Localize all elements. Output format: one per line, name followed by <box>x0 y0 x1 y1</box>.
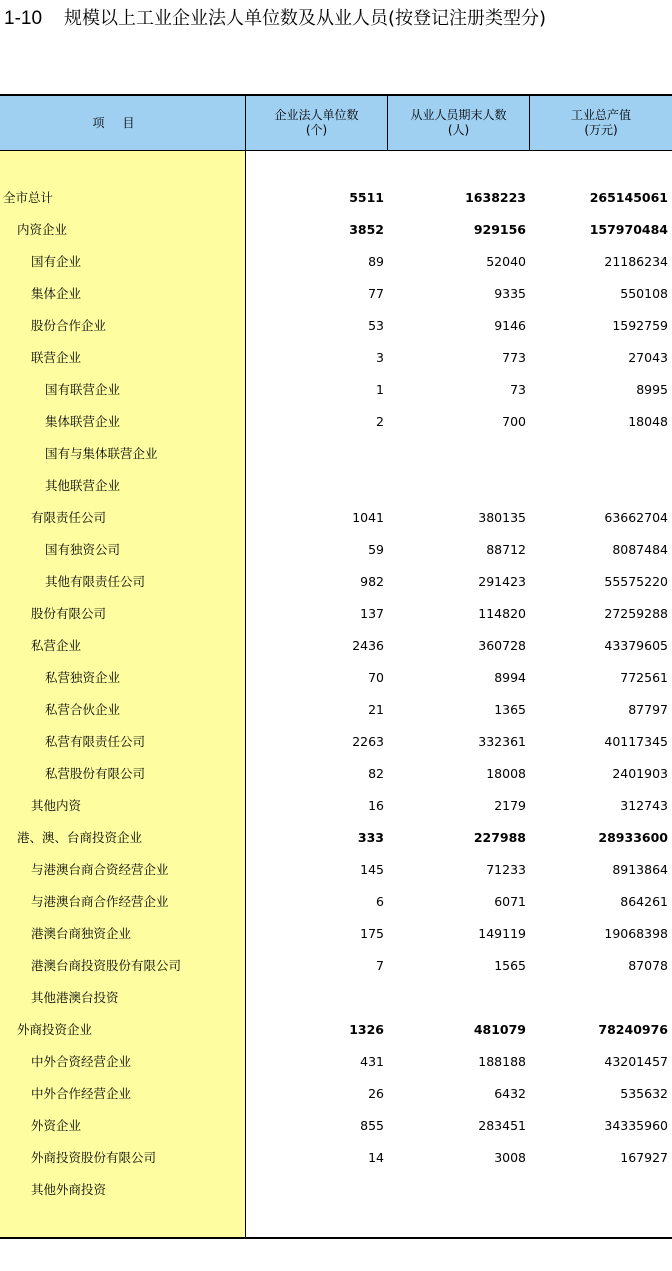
table-number: 1-10 <box>4 8 43 29</box>
units-value: 21 <box>368 702 384 717</box>
row-label: 内资企业 <box>17 222 68 237</box>
employees-value: 6071 <box>494 894 526 909</box>
employees-value: 88712 <box>486 542 526 557</box>
units-value: 333 <box>357 830 384 845</box>
employees-value: 929156 <box>473 222 526 237</box>
employees-value: 52040 <box>486 254 526 269</box>
header-units <box>246 96 387 150</box>
row-label: 私营企业 <box>31 638 82 653</box>
output-value: 28933600 <box>598 830 668 845</box>
output-value: 78240976 <box>598 1022 668 1037</box>
output-value: 55575220 <box>604 574 668 589</box>
employees-value: 700 <box>502 414 526 429</box>
row-label: 其他联营企业 <box>45 478 121 493</box>
employees-value <box>388 438 526 470</box>
units-value: 982 <box>360 574 384 589</box>
employees-value: 1638223 <box>465 190 526 205</box>
table-row <box>0 918 672 950</box>
employees-value: 6432 <box>494 1086 526 1101</box>
header-item-label: 项目 <box>92 115 153 130</box>
units-value: 53 <box>368 318 384 333</box>
row-label: 港、澳、台商投资企业 <box>17 830 143 845</box>
row-label: 集体企业 <box>31 286 82 301</box>
table-row <box>0 342 672 374</box>
output-value: 167927 <box>620 1150 668 1165</box>
output-value: 18048 <box>628 414 668 429</box>
table-body <box>0 182 672 1206</box>
table-row <box>0 214 672 246</box>
header-output-label: 工业总产值 <box>570 108 631 122</box>
header-employees-unit: (人) <box>447 123 470 137</box>
employees-value: 380135 <box>478 510 526 525</box>
units-value: 1041 <box>352 510 384 525</box>
employees-value: 9146 <box>494 318 526 333</box>
row-label: 全市总计 <box>3 190 54 205</box>
units-value: 59 <box>368 542 384 557</box>
table-row <box>0 406 672 438</box>
units-value: 89 <box>368 254 384 269</box>
row-label: 其他有限责任公司 <box>45 574 146 589</box>
table-row <box>0 1174 672 1206</box>
output-value: 550108 <box>620 286 668 301</box>
employees-value: 73 <box>510 382 526 397</box>
table-row <box>0 374 672 406</box>
output-value: 8087484 <box>612 542 668 557</box>
units-value: 70 <box>368 670 384 685</box>
table-row <box>0 1014 672 1046</box>
output-value <box>530 982 668 1014</box>
units-value <box>246 982 384 1014</box>
employees-value: 283451 <box>478 1118 526 1133</box>
output-value: 43201457 <box>604 1054 668 1069</box>
header-employees-label: 从业人员期末人数 <box>410 108 507 122</box>
output-value <box>530 470 668 502</box>
table-row <box>0 886 672 918</box>
table-header <box>0 96 672 151</box>
header-output <box>530 96 672 150</box>
table-row <box>0 470 672 502</box>
employees-value: 18008 <box>486 766 526 781</box>
table-title <box>4 6 546 32</box>
table-row <box>0 950 672 982</box>
employees-value: 1365 <box>494 702 526 717</box>
units-value: 1326 <box>349 1022 384 1037</box>
header-item <box>0 96 245 150</box>
table-row <box>0 1046 672 1078</box>
column-divider <box>387 96 388 150</box>
row-label: 中外合作经营企业 <box>31 1086 132 1101</box>
table-row <box>0 566 672 598</box>
header-output-unit: (万元) <box>584 123 618 137</box>
row-label: 股份有限公司 <box>31 606 107 621</box>
employees-value: 9335 <box>494 286 526 301</box>
output-value: 2401903 <box>612 766 668 781</box>
employees-value: 2179 <box>494 798 526 813</box>
row-label: 其他港澳台投资 <box>31 990 119 1005</box>
output-value: 8995 <box>636 382 668 397</box>
row-label: 与港澳台商合资经营企业 <box>31 862 169 877</box>
table-row <box>0 982 672 1014</box>
units-value: 3852 <box>349 222 384 237</box>
table-row <box>0 694 672 726</box>
employees-value: 1565 <box>494 958 526 973</box>
employees-value <box>388 982 526 1014</box>
units-value: 5511 <box>349 190 384 205</box>
table-row <box>0 1078 672 1110</box>
employees-value: 332361 <box>478 734 526 749</box>
row-label: 港澳台商投资股份有限公司 <box>31 958 182 973</box>
output-value: 87797 <box>628 702 668 717</box>
units-value: 1 <box>376 382 384 397</box>
units-value: 175 <box>360 926 384 941</box>
row-label: 有限责任公司 <box>31 510 107 525</box>
units-value: 2 <box>376 414 384 429</box>
row-label: 国有联营企业 <box>45 382 121 397</box>
table-row <box>0 726 672 758</box>
row-label: 港澳台商独资企业 <box>31 926 132 941</box>
row-label: 私营独资企业 <box>45 670 121 685</box>
output-value: 1592759 <box>612 318 668 333</box>
output-value: 535632 <box>620 1086 668 1101</box>
employees-value <box>388 470 526 502</box>
output-value: 21186234 <box>604 254 668 269</box>
header-employees <box>388 96 529 150</box>
row-label: 外商投资企业 <box>17 1022 93 1037</box>
employees-value: 114820 <box>478 606 526 621</box>
row-label: 中外合资经营企业 <box>31 1054 132 1069</box>
employees-value: 188188 <box>478 1054 526 1069</box>
output-value: 87078 <box>628 958 668 973</box>
employees-value: 227988 <box>473 830 526 845</box>
row-label: 联营企业 <box>31 350 82 365</box>
output-value <box>530 438 668 470</box>
table-row <box>0 598 672 630</box>
units-value: 3 <box>376 350 384 365</box>
units-value: 855 <box>360 1118 384 1133</box>
table-row <box>0 438 672 470</box>
output-value: 265145061 <box>589 190 668 205</box>
table-row <box>0 246 672 278</box>
output-value: 157970484 <box>589 222 668 237</box>
table-row <box>0 790 672 822</box>
units-value: 82 <box>368 766 384 781</box>
row-label: 其他外商投资 <box>31 1182 107 1197</box>
units-value: 431 <box>360 1054 384 1069</box>
units-value <box>246 438 384 470</box>
units-value: 7 <box>376 958 384 973</box>
column-divider <box>529 96 530 150</box>
output-value: 40117345 <box>604 734 668 749</box>
row-label: 国有独资公司 <box>45 542 121 557</box>
output-value: 19068398 <box>604 926 668 941</box>
output-value: 864261 <box>620 894 668 909</box>
units-value: 2436 <box>352 638 384 653</box>
row-label: 私营有限责任公司 <box>45 734 146 749</box>
row-label: 外商投资股份有限公司 <box>31 1150 157 1165</box>
table-row <box>0 630 672 662</box>
output-value: 34335960 <box>604 1118 668 1133</box>
row-label: 私营合伙企业 <box>45 702 121 717</box>
table-row <box>0 1142 672 1174</box>
employees-value: 71233 <box>486 862 526 877</box>
row-label: 集体联营企业 <box>45 414 121 429</box>
output-value: 27259288 <box>604 606 668 621</box>
row-label: 外资企业 <box>31 1118 82 1133</box>
table-row <box>0 662 672 694</box>
units-value: 137 <box>360 606 384 621</box>
employees-value: 8994 <box>494 670 526 685</box>
employees-value: 773 <box>502 350 526 365</box>
employees-value: 481079 <box>473 1022 526 1037</box>
table-row <box>0 182 672 214</box>
table-row <box>0 502 672 534</box>
employees-value: 291423 <box>478 574 526 589</box>
output-value <box>530 1174 668 1206</box>
employees-value: 3008 <box>494 1150 526 1165</box>
table-row <box>0 310 672 342</box>
row-label: 私营股份有限公司 <box>45 766 146 781</box>
units-value: 6 <box>376 894 384 909</box>
table-row <box>0 822 672 854</box>
header-units-unit: (个) <box>305 123 328 137</box>
employees-value <box>388 1174 526 1206</box>
employees-value: 360728 <box>478 638 526 653</box>
row-label: 其他内资 <box>31 798 82 813</box>
units-value: 145 <box>360 862 384 877</box>
table-row <box>0 278 672 310</box>
row-label: 与港澳台商合作经营企业 <box>31 894 169 909</box>
output-value: 312743 <box>620 798 668 813</box>
row-label: 国有与集体联营企业 <box>45 446 158 461</box>
output-value: 63662704 <box>604 510 668 525</box>
table-row <box>0 534 672 566</box>
output-value: 27043 <box>628 350 668 365</box>
output-value: 8913864 <box>612 862 668 877</box>
table-row <box>0 758 672 790</box>
table-row <box>0 854 672 886</box>
header-units-label: 企业法人单位数 <box>274 108 359 122</box>
output-value: 772561 <box>620 670 668 685</box>
table-title-text: 规模以上工业企业法人单位数及从业人员(按登记注册类型分) <box>64 8 547 29</box>
units-value: 2263 <box>352 734 384 749</box>
output-value: 43379605 <box>604 638 668 653</box>
units-value <box>246 1174 384 1206</box>
table-bottom-rule <box>0 1237 672 1239</box>
row-label: 股份合作企业 <box>31 318 107 333</box>
units-value: 16 <box>368 798 384 813</box>
units-value <box>246 470 384 502</box>
table-row <box>0 1110 672 1142</box>
row-label: 国有企业 <box>31 254 82 269</box>
employees-value: 149119 <box>478 926 526 941</box>
units-value: 14 <box>368 1150 384 1165</box>
units-value: 26 <box>368 1086 384 1101</box>
units-value: 77 <box>368 286 384 301</box>
